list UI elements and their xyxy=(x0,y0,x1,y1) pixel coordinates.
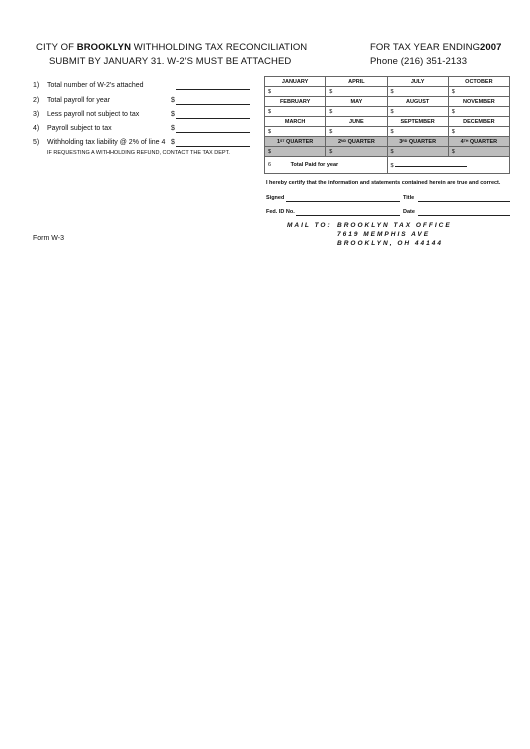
table-row xyxy=(265,107,510,117)
line-5: 5) Withholding tax liability @ 2% of line 4 xyxy=(33,139,166,146)
fed-id-input[interactable] xyxy=(296,215,400,216)
amount-cell[interactable]: $ xyxy=(448,107,509,117)
date-input[interactable] xyxy=(418,215,510,216)
amount-cell[interactable]: $ xyxy=(326,107,387,117)
refund-note: IF REQUESTING A WITHHOLDING REFUND, CONTACT THE TAX DEPT. xyxy=(47,150,230,156)
form-subtitle: SUBMIT BY JANUARY 31. W-2'S MUST BE ATTACHED xyxy=(49,56,292,67)
phone-number: Phone (216) 351-2133 xyxy=(370,56,468,67)
title-input[interactable] xyxy=(418,201,510,202)
line-1: 1) Total number of W-2's attached xyxy=(33,82,144,89)
month-header: JANUARY xyxy=(265,77,326,87)
mail-to-label: MAIL TO: xyxy=(287,222,332,229)
date-label: Date xyxy=(403,209,415,215)
month-header: JULY xyxy=(387,77,448,87)
table-row xyxy=(265,87,510,97)
form-title: CITY OF BROOKLYN WITHHOLDING TAX RECONCILIATION xyxy=(36,42,308,53)
table-row xyxy=(265,137,510,147)
quarter-amount-cell[interactable]: $ xyxy=(265,147,326,157)
month-header: OCTOBER xyxy=(448,77,509,87)
line-3: 3) Less payroll not subject to tax xyxy=(33,111,140,118)
line-4: 4) Payroll subject to tax xyxy=(33,125,112,132)
line-3-input[interactable] xyxy=(176,118,250,119)
amount-cell[interactable]: $ xyxy=(387,107,448,117)
amount-cell[interactable]: $ xyxy=(326,127,387,137)
quarter-header: 1ST QUARTER xyxy=(265,137,326,147)
amount-cell[interactable]: $ xyxy=(448,127,509,137)
amount-cell[interactable]: $ xyxy=(265,87,326,97)
month-header: FEBRUARY xyxy=(265,97,326,107)
amount-cell[interactable]: $ xyxy=(265,107,326,117)
month-header: AUGUST xyxy=(387,97,448,107)
line-4-input[interactable] xyxy=(176,132,250,133)
total-amount-cell[interactable]: $ xyxy=(387,157,510,174)
line-3-dollar: $ xyxy=(171,111,175,118)
amount-cell[interactable]: $ xyxy=(265,127,326,137)
amount-cell[interactable]: $ xyxy=(387,87,448,97)
total-label-cell: 6 Total Paid for year xyxy=(265,157,388,174)
month-header: MAY xyxy=(326,97,387,107)
quarter-header: 4TH QUARTER xyxy=(448,137,509,147)
mail-address-line2: 7619 MEMPHIS AVE xyxy=(337,231,431,238)
table-row xyxy=(265,97,510,107)
title-label: Title xyxy=(403,195,415,201)
line-1-input[interactable] xyxy=(176,89,250,90)
mail-address-line3: BROOKLYN, OH 44144 xyxy=(337,240,443,247)
amount-cell[interactable]: $ xyxy=(387,127,448,137)
table-row xyxy=(265,117,510,127)
quarter-amount-cell[interactable]: $ xyxy=(448,147,509,157)
line-2-dollar: $ xyxy=(171,97,175,104)
table-row xyxy=(265,77,510,87)
line-5-input[interactable] xyxy=(176,146,250,147)
line-4-dollar: $ xyxy=(171,125,175,132)
quarter-amount-cell[interactable]: $ xyxy=(326,147,387,157)
table-row xyxy=(265,127,510,137)
month-header: SEPTEMBER xyxy=(387,117,448,127)
monthly-payments-table xyxy=(264,76,510,174)
amount-cell[interactable]: $ xyxy=(448,87,509,97)
fed-id-label: Fed. ID No. xyxy=(266,209,295,215)
mail-address-line1: BROOKLYN TAX OFFICE xyxy=(337,222,452,229)
signed-input[interactable] xyxy=(286,201,400,202)
city-name: BROOKLYN xyxy=(76,42,132,53)
quarter-header: 2ND QUARTER xyxy=(326,137,387,147)
amount-cell[interactable]: $ xyxy=(326,87,387,97)
month-header: JUNE xyxy=(326,117,387,127)
month-header: MARCH xyxy=(265,117,326,127)
line-5-dollar: $ xyxy=(171,139,175,146)
tax-year-label: FOR TAX YEAR ENDING xyxy=(370,42,481,53)
quarter-header: 3RD QUARTER xyxy=(387,137,448,147)
month-header: NOVEMBER xyxy=(448,97,509,107)
month-header: APRIL xyxy=(326,77,387,87)
total-row xyxy=(265,157,510,174)
total-amount-line[interactable] xyxy=(395,161,467,167)
tax-year: 2007 xyxy=(480,42,502,53)
certification-text: I hereby certify that the information and statements contained herein are true and correct. xyxy=(266,180,501,186)
table-row xyxy=(265,147,510,157)
month-header: DECEMBER xyxy=(448,117,509,127)
line-2: 2) Total payroll for year xyxy=(33,97,111,104)
quarter-amount-cell[interactable]: $ xyxy=(387,147,448,157)
line-2-input[interactable] xyxy=(176,104,250,105)
signed-label: Signed xyxy=(266,195,285,201)
form-id: Form W-3 xyxy=(33,235,64,242)
